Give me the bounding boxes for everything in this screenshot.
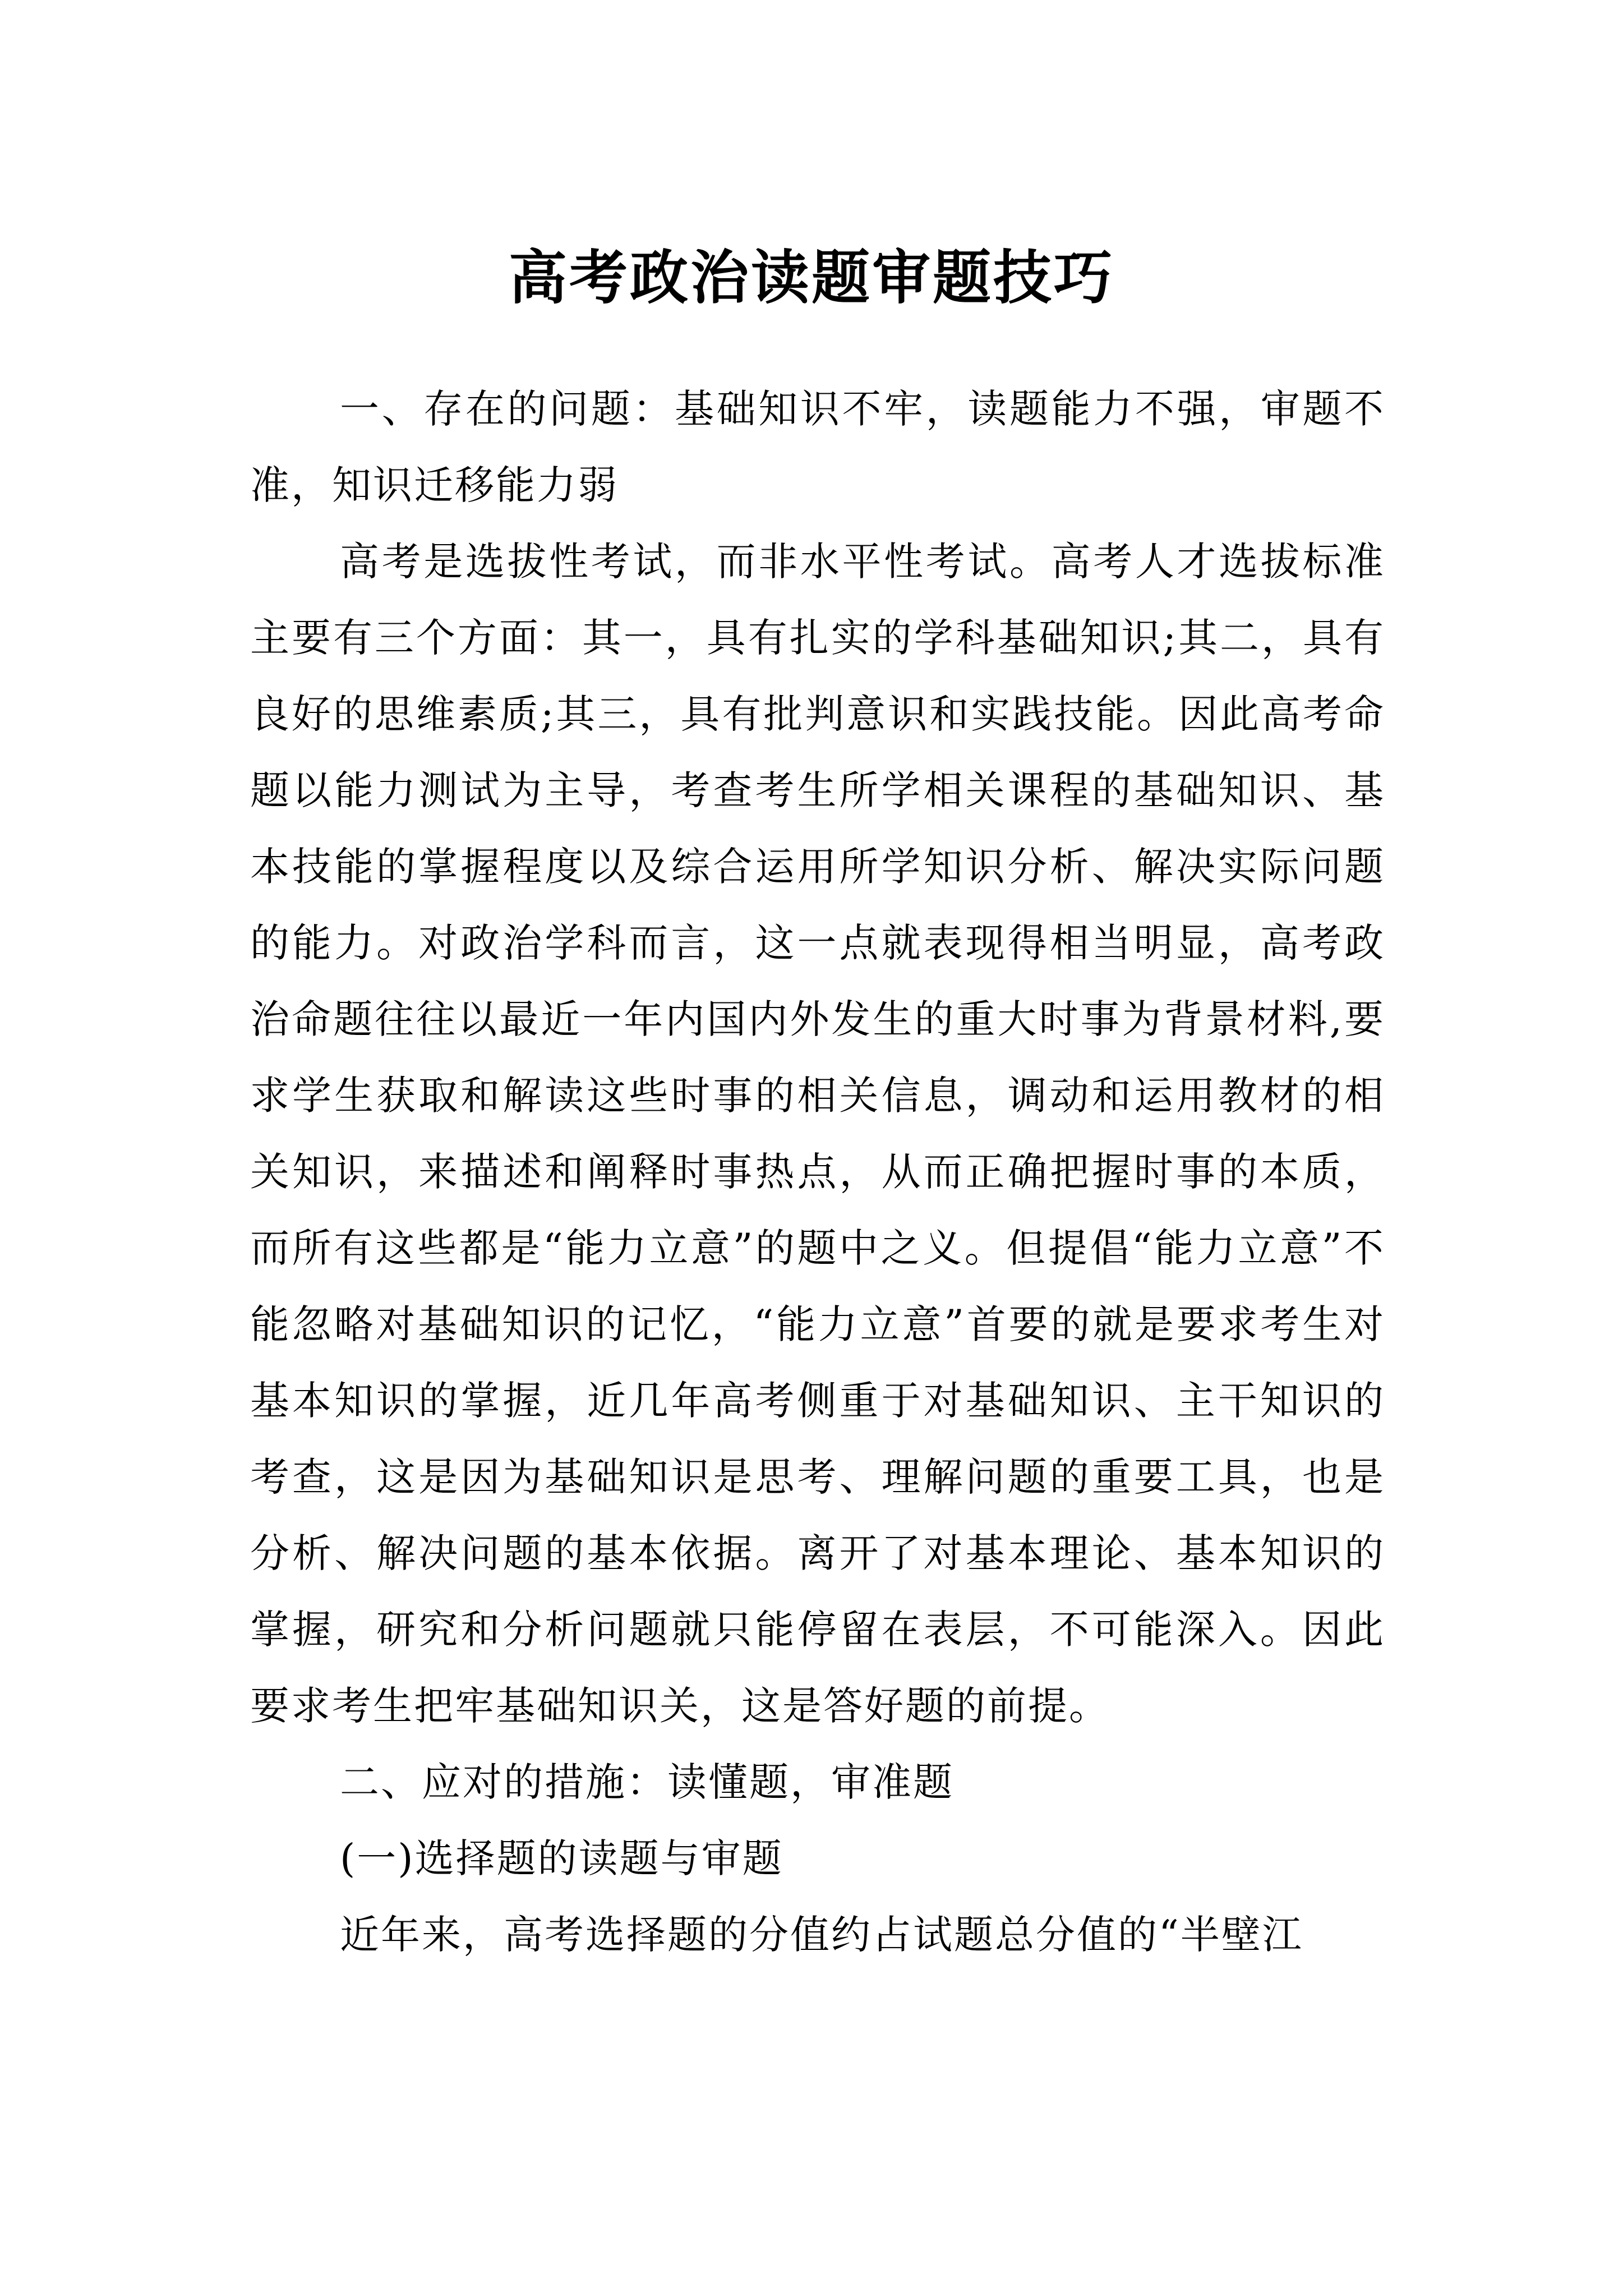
section-heading-problems: 一、存在的问题：基础知识不牢，读题能力不强，审题不准，知识迁移能力弱 [250,386,1385,508]
section-heading-measures: 二、应对的措施：读懂题，审准题 [340,1759,954,1805]
paragraph-choice-questions: 近年来，高考选择题的分值约占试题总分值的“半壁江 [340,1912,1303,1958]
document-title: 高考政治读题审题技巧 [508,242,1114,312]
document-body [250,371,1385,1973]
paragraph-exam-selection: 高考是选拔性考试，而非水平性考试。高考人才选拔标准主要有三个方面：其一，具有扎实的学科基础知识;其二，具有良好的思维素质;其三，具有批判意识和实践技能。因此高考命题以能力测试为主导，考查考生所学相关课程的基础知识、基本技能的掌握程度以及综合运用所学知识分析、解决实际问题的能力。对政治学科而言，这一点就表现得相当明显，高考政治命题往往以最近一年内国内外发生的重大时事为背景材料,要求学生获取和解读这些时事的相关信息，调动和运用教材的相关知识，来描述和阐释时事热点，从而正确把握时事的本质，而所有这些都是“能力立意”的题中之义。但提倡“能力立意”不能忽略对基础知识的记忆，“能力立意”首要的就是要求考生对基本知识的掌握，近几年高考侧重于对基础知识、主干知识的考查，这是因为基础知识是思考、理解问题的重要工具，也是分析、解决问题的基本依据。离开了对基本理论、基本知识的掌握，研究和分析问题就只能停留在表层，不可能深入。因此要求考生把牢基础知识关，这是答好题的前提。 [250,539,1385,1729]
subsection-heading-choice-questions: (一)选择题的读题与审题 [340,1835,783,1881]
